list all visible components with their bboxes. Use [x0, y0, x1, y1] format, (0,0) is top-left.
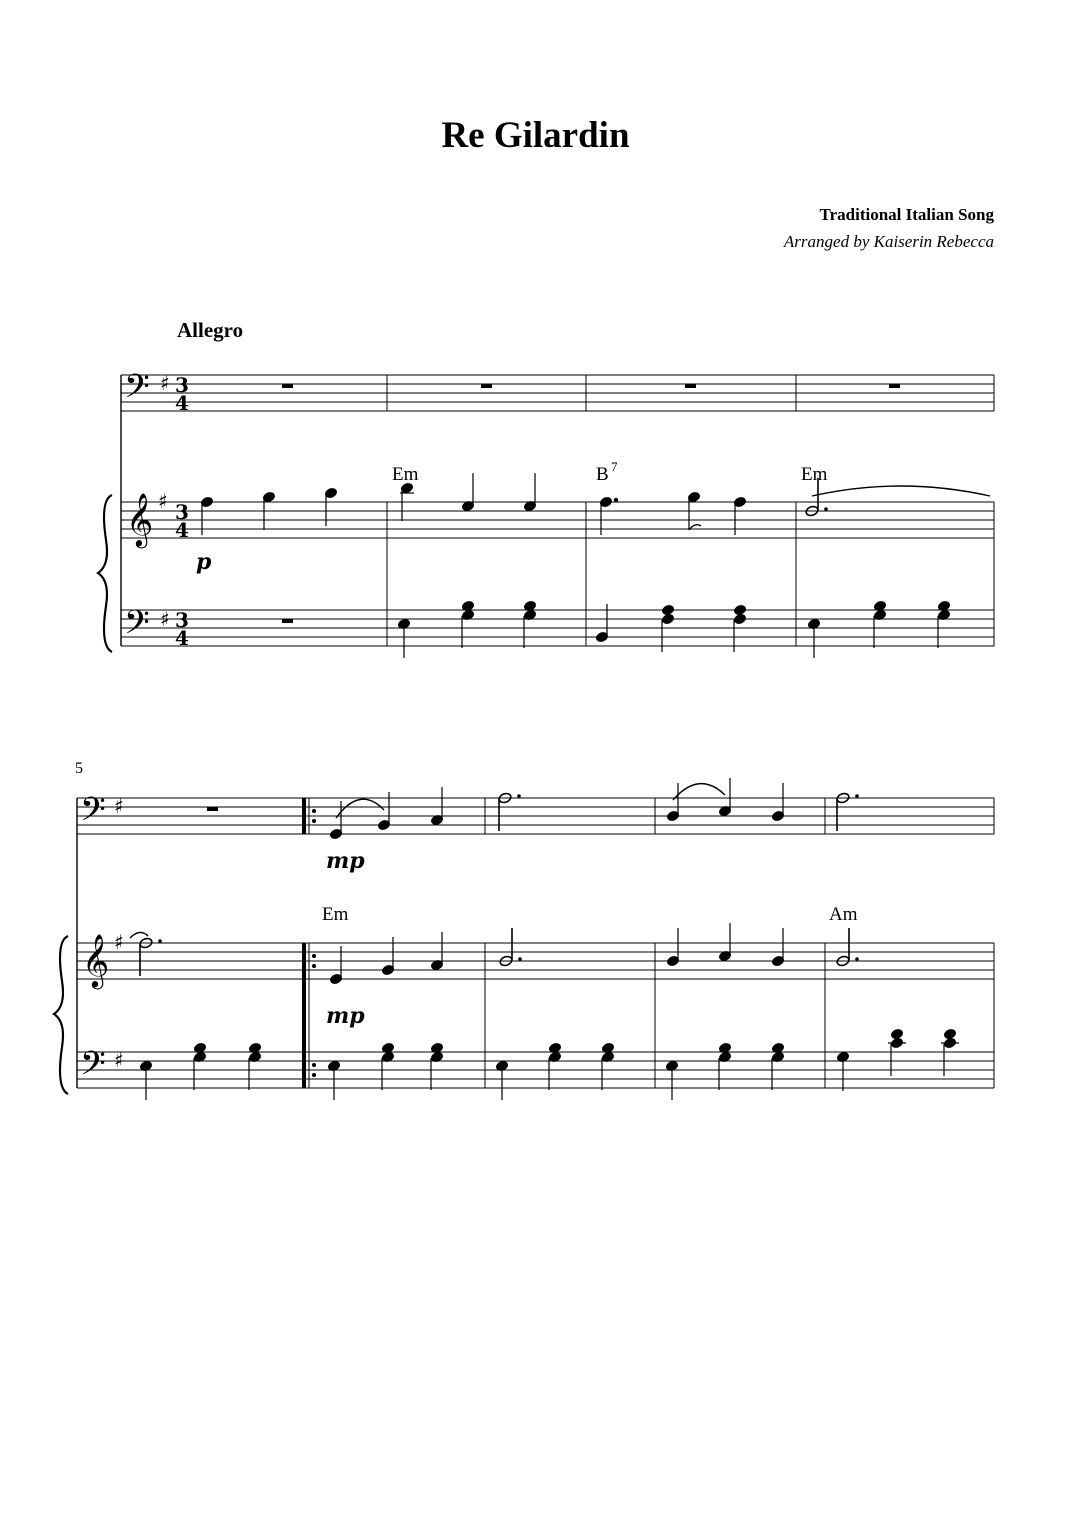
dynamic-marking: p [196, 549, 212, 575]
piano-bass-staff-1 [121, 610, 994, 646]
sharp-icon: ♯ [114, 1048, 124, 1072]
sharp-icon: ♯ [158, 489, 168, 513]
time-signature-top: 3 [175, 500, 189, 524]
treble-clef-icon: 𝄞 [126, 492, 154, 546]
rest [207, 807, 218, 811]
piano-treble-staff-2 [77, 943, 994, 979]
sharp-icon: ♯ [114, 794, 124, 818]
measure-number: 5 [75, 760, 83, 777]
chord-symbol: Em [322, 904, 349, 925]
time-signature-bottom: 4 [175, 518, 189, 542]
rest [685, 384, 696, 388]
bass-clef-icon: 𝄢 [80, 1045, 106, 1091]
arranger-credit: Arranged by Kaiserin Rebecca [783, 232, 994, 251]
score-title: Re Gilardin [441, 115, 630, 156]
chord-symbol: Am [829, 904, 858, 925]
tempo-marking: Allegro [177, 318, 244, 342]
chord-symbol: Em [392, 464, 419, 485]
melody-staff-1 [121, 375, 994, 411]
sharp-icon: ♯ [114, 930, 124, 954]
piano-brace [98, 495, 112, 652]
sharp-icon: ♯ [160, 371, 170, 395]
sharp-icon: ♯ [160, 607, 170, 631]
chord-symbol: B [596, 464, 609, 485]
rest [481, 384, 492, 388]
bass-clef-icon: 𝄢 [124, 368, 150, 414]
time-signature-top: 3 [175, 373, 189, 397]
bass-clef-icon: 𝄢 [124, 604, 150, 650]
melody-staff-2 [77, 798, 994, 834]
piano-bass-staff-2 [77, 1052, 994, 1088]
treble-clef-icon: 𝄞 [82, 933, 110, 987]
bass-clef-icon: 𝄢 [80, 791, 106, 837]
time-signature-bottom: 4 [175, 626, 189, 650]
chord-symbol: Em [801, 464, 828, 485]
rest [889, 384, 900, 388]
time-signature-top: 3 [175, 608, 189, 632]
piano-treble-staff-1 [121, 502, 994, 538]
chord-symbol-superscript: 7 [611, 459, 618, 474]
rest [282, 384, 293, 388]
time-signature-bottom: 4 [175, 391, 189, 415]
dynamic-marking: mp [326, 1003, 365, 1029]
dynamic-marking: mp [326, 848, 365, 874]
rest [282, 619, 293, 623]
composer-credit: Traditional Italian Song [819, 205, 994, 224]
